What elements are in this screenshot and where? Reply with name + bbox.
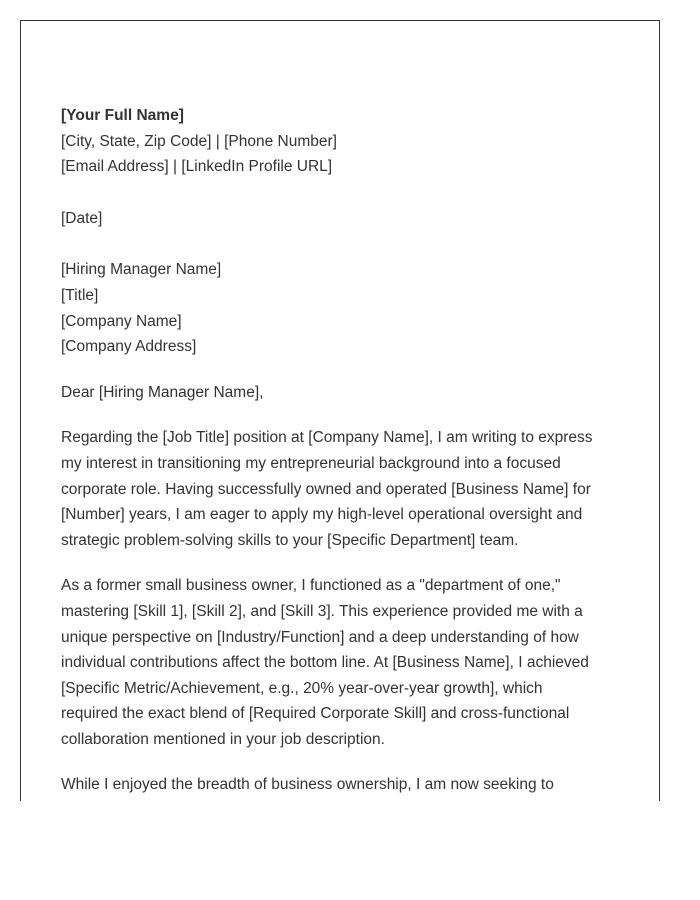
body-paragraph-3 bbox=[61, 772, 621, 798]
paragraph-line: collaboration mentioned in your job description. bbox=[61, 730, 385, 748]
body-paragraph-2 bbox=[61, 573, 621, 752]
paragraph-line: corporate role. Having successfully owned and operated [Business Name] for bbox=[61, 480, 591, 498]
recipient-block bbox=[61, 257, 621, 359]
paragraph-line: [Specific Metric/Achievement, e.g., 20% year-over-year growth], which bbox=[61, 679, 543, 697]
paragraph-line: individual contributions affect the bottom line. At [Business Name], I achieved bbox=[61, 654, 589, 672]
paragraph-line: strategic problem-solving skills to your [Specific Department] team. bbox=[61, 531, 519, 549]
paragraph-line: As a former small business owner, I functioned as a "department of one," bbox=[61, 577, 561, 595]
paragraph-line: While I enjoyed the breadth of business ownership, I am now seeking to bbox=[61, 776, 554, 794]
recipient-company-address: [Company Address] bbox=[61, 338, 197, 356]
paragraph-line: unique perspective on [Industry/Function] and a deep understanding of how bbox=[61, 628, 579, 646]
paragraph-line: my interest in transitioning my entrepreneurial background into a focused bbox=[61, 454, 561, 472]
paragraph-line: mastering [Skill 1], [Skill 2], and [Skill 3]. This experience provided me with a bbox=[61, 602, 583, 620]
body-paragraph-1 bbox=[61, 425, 621, 553]
letter-content bbox=[61, 103, 621, 798]
paragraph-line: [Number] years, I am eager to apply my high-level operational oversight and bbox=[61, 506, 583, 524]
paragraph-line: required the exact blend of [Required Corporate Skill] and cross-functional bbox=[61, 705, 570, 723]
date-block bbox=[61, 206, 621, 232]
paragraph-line: Regarding the [Job Title] position at [Company Name], I am writing to express bbox=[61, 429, 593, 447]
salutation: Dear [Hiring Manager Name], bbox=[61, 383, 264, 401]
salutation-block bbox=[61, 380, 621, 406]
recipient-title: [Title] bbox=[61, 286, 99, 304]
sender-email-linkedin: [Email Address] | [LinkedIn Profile URL] bbox=[61, 158, 333, 176]
letter-page bbox=[20, 20, 660, 801]
sender-location-phone: [City, State, Zip Code] | [Phone Number] bbox=[61, 132, 337, 150]
sender-name: [Your Full Name] bbox=[61, 107, 184, 124]
sender-block bbox=[61, 103, 621, 180]
recipient-company-name: [Company Name] bbox=[61, 312, 182, 330]
recipient-manager-name: [Hiring Manager Name] bbox=[61, 261, 222, 279]
letter-date: [Date] bbox=[61, 209, 103, 227]
